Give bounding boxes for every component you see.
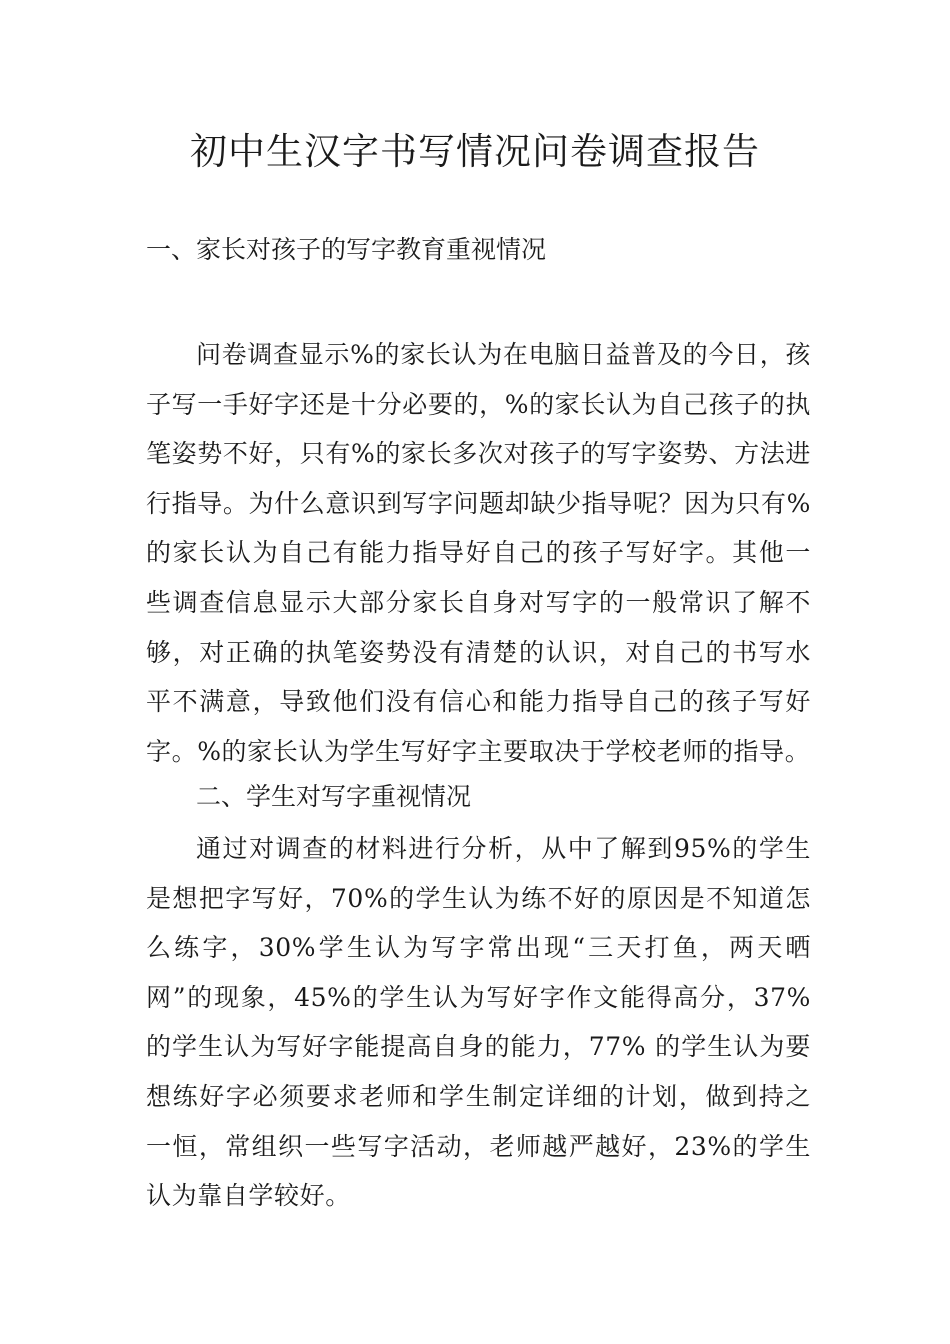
- section-1-heading: 一、家长对孩子的写字教育重视情况: [146, 235, 547, 264]
- section-1-paragraph: 问卷调查显示%的家长认为在电脑日益普及的今日，孩子写一手好字还是十分必要的，%的家长认为自己孩子的执笔姿势不好，只有%的家长多次对孩子的写字姿势、方法进行指导。为什么意识到写字问题却缺少指导呢？因为只有%的家长认为自己有能力指导好自己的孩子写好字。其他一些调查信息显示大部分家长自身对写字的一般常识了解不够，对正确的执笔姿势没有清楚的认识，对自己的书写水平不满意，导致他们没有信心和能力指导自己的孩子写好字。%的家长认为学生写好字主要取决于学校老师的指导。: [146, 340, 811, 766]
- section-2-heading: 二、学生对写字重视情况: [196, 782, 472, 811]
- section-2-paragraph: 通过对调查的材料进行分析，从中了解到95%的学生是想把字写好，70%的学生认为练不好的原因是不知道怎么练字，30%学生认为写字常出现“三天打鱼，两天晒网”的现象，45%的学生认为写好字作文能得高分，37%的学生认为写好字能提高自身的能力，77% 的学生认为要想练好字必须要求老师和学生制定详细的计划，做到持之一恒，常组织一些写字活动，老师越严越好，23%的学生认为靠自学较好。: [146, 834, 811, 1211]
- document-title: 初中生汉字书写情况问卷调查报告: [190, 130, 760, 173]
